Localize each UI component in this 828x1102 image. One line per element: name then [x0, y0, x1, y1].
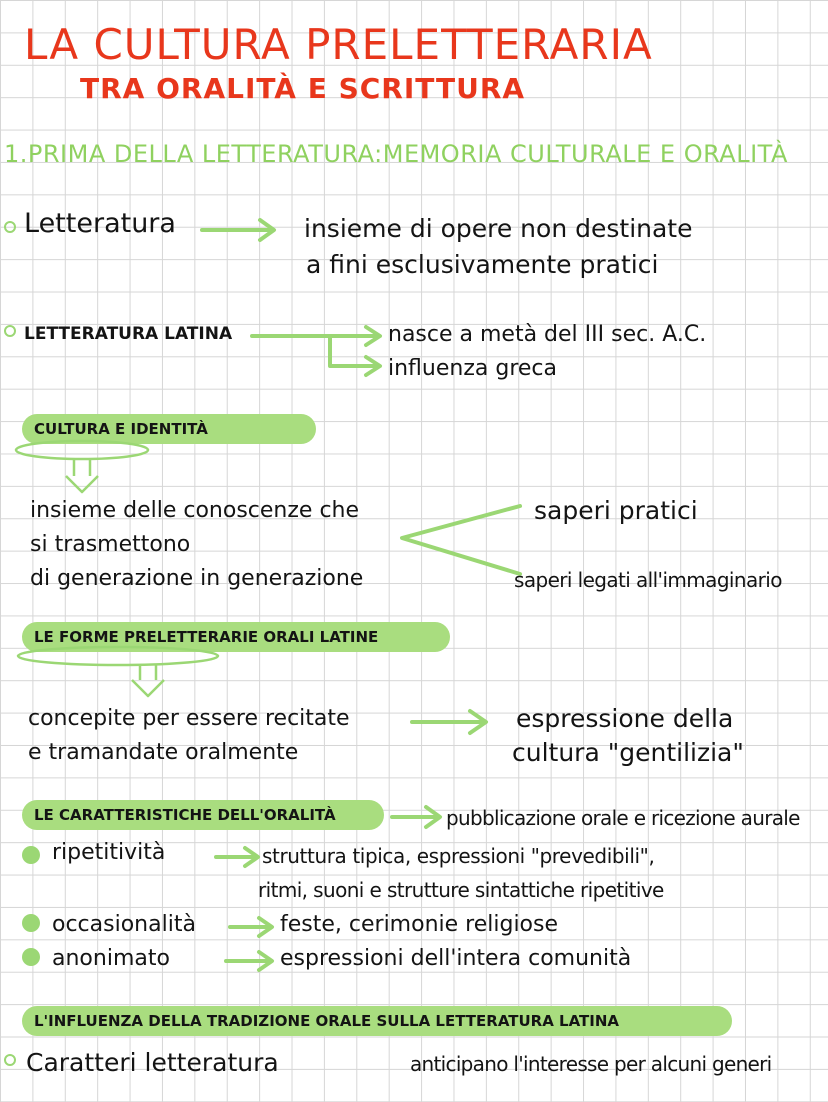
- list-item: influenza greca: [388, 356, 557, 381]
- bullet-icon: [22, 846, 40, 864]
- characteristic-detail: feste, cerimonie religiose: [280, 912, 559, 937]
- highlight-heading: LE CARATTERISTICHE DELL'ORALITÀ: [22, 800, 384, 830]
- highlight-heading: LE FORME PRELETTERARIE ORALI LATINE: [22, 622, 450, 652]
- down-arrow-icon: [14, 646, 224, 702]
- text-line: di generazione in generazione: [30, 566, 364, 591]
- characteristic-detail: espressioni dell'intera comunità: [280, 946, 632, 971]
- branch-label: saperi legati all'immaginario: [514, 568, 782, 592]
- characteristic-detail: ritmi, suoni e strutture sintattiche ripetitive: [258, 878, 664, 902]
- bullet-icon: [22, 948, 40, 966]
- text-line: e tramandate oralmente: [28, 740, 299, 765]
- text-line: insieme delle conoscenze che: [30, 498, 360, 523]
- definition-line: insieme di opere non destinate: [304, 214, 693, 243]
- text-line: anticipano l'interesse per alcuni generi: [410, 1052, 772, 1076]
- bullet-icon: [4, 1054, 16, 1066]
- arrow-right-icon: [200, 218, 280, 242]
- section-heading: 1.PRIMA DELLA LETTERATURA:MEMORIA CULTURALE E ORALITÀ: [4, 140, 788, 168]
- list-item: nasce a metà del III sec. A.C.: [388, 322, 707, 347]
- arrow-right-icon: [390, 804, 446, 830]
- arrow-right-icon: [410, 708, 492, 736]
- arrow-right-icon: [228, 916, 278, 938]
- bullet-icon: [22, 914, 40, 932]
- term-letteratura-latina: LETTERATURA LATINA: [24, 324, 233, 344]
- text-line: concepite per essere recitate: [28, 706, 350, 731]
- characteristic-term: anonimato: [52, 946, 170, 971]
- branch-lines-icon: [396, 500, 526, 580]
- characteristic-term: ripetitività: [52, 840, 166, 865]
- arrow-right-icon: [214, 846, 264, 868]
- arrow-right-icon: [224, 950, 278, 972]
- result-line: cultura "gentilizia": [512, 738, 744, 767]
- result-line: espressione della: [516, 704, 734, 733]
- term-caratteri: Caratteri letteratura: [26, 1048, 279, 1077]
- branch-label: saperi pratici: [534, 496, 698, 525]
- page-subtitle: TRA ORALITÀ E SCRITTURA: [80, 72, 526, 105]
- highlight-heading: CULTURA E IDENTITÀ: [22, 414, 316, 444]
- text-line: si trasmettono: [30, 532, 191, 557]
- characteristic-detail: struttura tipica, espressioni "prevedibili",: [262, 844, 655, 868]
- definition-line: a fini esclusivamente pratici: [306, 250, 659, 279]
- characteristic-term: occasionalità: [52, 912, 196, 937]
- bullet-icon: [4, 221, 16, 233]
- highlight-heading: L'INFLUENZA DELLA TRADIZIONE ORALE SULLA LETTERATURA LATINA: [22, 1006, 732, 1036]
- branch-arrow-icon: [250, 326, 390, 376]
- page-title: LA CULTURA PRELETTERARIA: [24, 20, 653, 69]
- down-arrow-icon: [14, 440, 164, 496]
- result-line: pubblicazione orale e ricezione aurale: [446, 806, 800, 830]
- term-letteratura: Letteratura: [24, 208, 176, 239]
- bullet-icon: [4, 325, 16, 337]
